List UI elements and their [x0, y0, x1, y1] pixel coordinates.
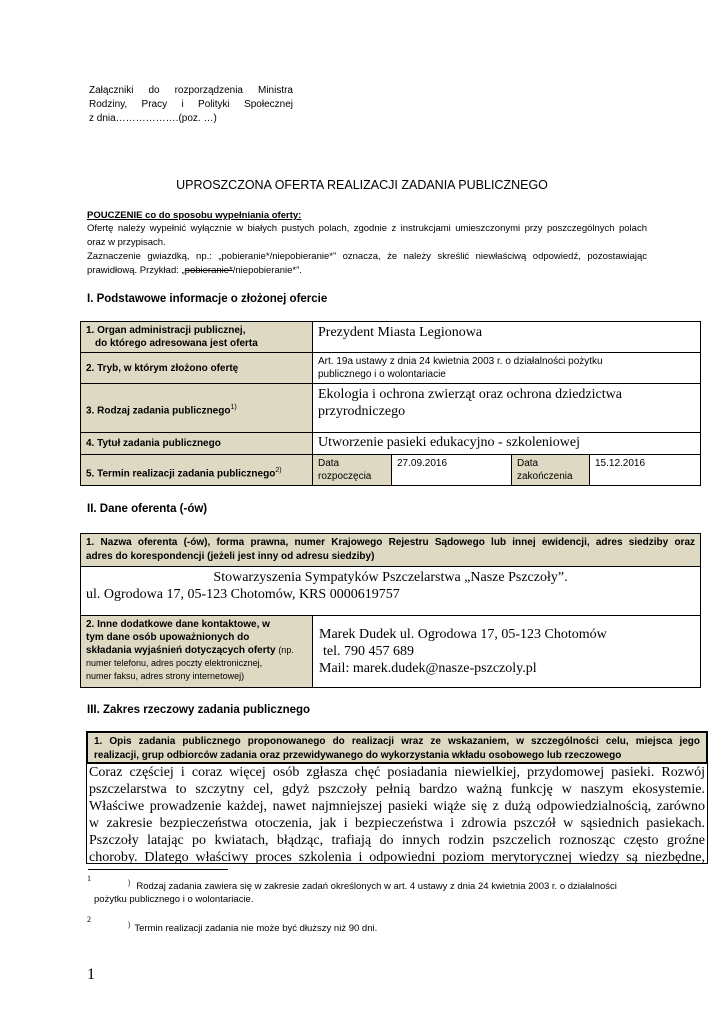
- row-organ-value[interactable]: Prezydent Miasta Legionowa: [313, 322, 700, 353]
- document-title: UPROSZCZONA OFERTA REALIZACJI ZADANIA PUBLICZNEGO: [176, 178, 548, 192]
- row-task-type-value-line2: przyrodniczego: [318, 404, 406, 419]
- regulation-note-line2: Rodziny, Pracy i Polityki Społecznej: [89, 99, 293, 110]
- description-line-2: pszczelarstwa to szczytny cel, gdyż pszczoły pełnią bardzo ważną funkcję w naszym ekosystemie.: [89, 782, 705, 797]
- contact-value-line3: Mail: marek.dudek@nasze-pszczoly.pl: [319, 661, 537, 676]
- start-date-value[interactable]: 27.09.2016: [392, 455, 512, 485]
- contact-label-line2: tym dane osób upoważnionych do: [86, 632, 250, 643]
- contact-label-note1: (np.: [278, 645, 294, 655]
- example-text-a: prawidłową. Przykład: „: [87, 265, 185, 276]
- footnote-ref-1: 1): [230, 404, 237, 411]
- task-description-label: [86, 731, 708, 764]
- footnote-2-text: Termin realizacji zadania nie może być dłuższy niż 90 dni.: [134, 923, 378, 935]
- contact-label-line3: składania wyjaśnień dotyczących oferty: [86, 645, 276, 656]
- row-task-title-value[interactable]: Utworzenie pasieki edukacyjno - szkoleniowej: [313, 433, 700, 455]
- footnote-1: [94, 877, 654, 906]
- regulation-note-line3: z dnia……………….(poz. …): [89, 113, 217, 124]
- footnote-separator: [88, 869, 228, 870]
- row-mode-label: 2. Tryb, w którym złożono ofertę: [81, 353, 313, 384]
- instructions-heading: POUCZENIE co do sposobu wypełniania oferty:: [87, 210, 302, 221]
- offeror-table: [80, 533, 701, 688]
- contact-value[interactable]: [313, 616, 700, 687]
- footnote-2-marker: 2: [87, 915, 91, 924]
- row-task-type-value-line1: Ekologia i ochrona zwierząt oraz ochrona dziedzictwa: [318, 387, 622, 402]
- description-line-4: w zakresie bezpieczeństwa otoczenia, jak i bezpieczeństwa i zdrowia pszczół w sąsiednich pasiekach.: [89, 816, 705, 831]
- offeror-name-value[interactable]: [81, 567, 700, 616]
- row-organ-label: [81, 322, 313, 353]
- offeror-name-label-line1: 1. Nazwa oferenta (-ów), forma prawna, numer Krajowego Rejestru Sądowego lub innej ewidencji, adres siedziby oraz: [86, 537, 695, 548]
- row-organ-label-line1: 1. Organ administracji publicznej,: [86, 325, 246, 336]
- end-date-label-line1: Data: [517, 458, 539, 469]
- row-task-type-label: [81, 384, 313, 433]
- row-task-title-label: 4. Tytuł zadania publicznego: [81, 433, 313, 455]
- task-description-label-line2: realizacji, grup odbiorców zadania oraz przewidywanego do wykorzystania wkładu osobowego lub rzeczowego: [94, 750, 622, 761]
- offeror-name-label-line2: adres do korespondencji (jeżeli jest inny od adresu siedziby): [86, 551, 375, 562]
- footnote-1-marker: 1: [87, 874, 91, 883]
- description-line-5: Pszczoły latając po kwiatach, błądząc, trafiają do innych rodzin pszczelich roznosząc często groźne: [89, 833, 705, 848]
- description-line-1: Coraz częściej i coraz więcej osób zgłasza chęć posiadania niewielkiej, przydomowej pasieki. Rozwój: [89, 765, 705, 780]
- end-date-label-line2: zakończenia: [517, 471, 573, 482]
- contact-label-note2: numer telefonu, adres poczty elektronicznej,: [86, 658, 263, 668]
- row-term-label-text: 5. Termin realizacji zadania publicznego: [86, 468, 276, 480]
- instructions-line4: [87, 264, 302, 277]
- example-text-b: /niepobieranie*”.: [232, 265, 302, 276]
- contact-value-line2: tel. 790 457 689: [323, 644, 414, 659]
- start-date-label-line2: rozpoczęcia: [318, 471, 372, 482]
- instructions-line1: Ofertę należy wypełnić wyłącznie w białych pustych polach, zgodnie z instrukcjami umieszczonymi przy poszczególnych polach: [87, 223, 647, 234]
- row-task-type-label-text: 3. Rodzaj zadania publicznego: [86, 405, 231, 417]
- offeror-name-label: [81, 534, 700, 567]
- section-1-heading: I. Podstawowe informacje o złożonej ofercie: [87, 293, 328, 305]
- section-2-heading: II. Dane oferenta (-ów): [87, 503, 208, 515]
- start-date-label-line1: Data: [318, 458, 340, 469]
- instructions-line3: Zaznaczenie gwiazdką, np.: „pobieranie*/niepobieranie*” oznacza, że należy skreślić niewłaściwą odpowiedź, pozostawiając: [87, 251, 647, 262]
- basic-info-table: [80, 321, 701, 486]
- row-task-type-value[interactable]: [313, 384, 700, 433]
- contact-label-note3: numer faksu, adres strony internetowej): [86, 671, 245, 681]
- instructions-line2: oraz w przypisach.: [87, 237, 166, 248]
- offeror-name-value-line2: ul. Ogrodowa 17, 05-123 Chotomów, KRS 0000619757: [86, 587, 400, 602]
- example-struck-text: pobieranie*: [184, 265, 233, 276]
- contact-value-line1: Marek Dudek ul. Ogrodowa 17, 05-123 Chotomów: [319, 627, 607, 642]
- row-term-label: [81, 455, 313, 485]
- footnote-ref-2: 2): [275, 467, 282, 474]
- contact-label: [81, 616, 313, 687]
- regulation-note-line1: Załączniki do rozporządzenia Ministra: [89, 85, 293, 96]
- offeror-name-value-line1: Stowarzyszenia Sympatyków Pszczelarstwa „Nasze Pszczoły”.: [213, 570, 568, 585]
- footnote-1-line1: Rodzaj zadania zawiera się w zakresie zadań określonych w art. 4 ustawy z dnia 24 kwietnia 2003 r. o działalności: [136, 881, 617, 893]
- description-line-3: Właściwe prowadzenie każdej, nawet najmniejszej pasieki wiąże się z dużą odpowiedzialnością, zarówno: [89, 799, 705, 814]
- footnote-1-sup: ): [128, 880, 131, 887]
- start-date-label: [313, 455, 392, 485]
- footnote-1-line2: pożytku publicznego i o wolontariacie.: [94, 894, 254, 906]
- contact-label-line1: 2. Inne dodatkowe dane kontaktowe, w: [86, 619, 270, 630]
- description-line-6: choroby. Dlatego właściwy proces szkolenia i odpowiedni poziom merytorycznej wiedzy są niezbędne,: [89, 850, 705, 865]
- row-mode-value-line1: Art. 19a ustawy z dnia 24 kwietnia 2003 r. o działalności pożytku: [318, 356, 603, 367]
- row-mode-value[interactable]: [313, 353, 700, 384]
- footnote-2-sup: ): [128, 922, 131, 929]
- footnote-2: [94, 919, 654, 935]
- end-date-label: [512, 455, 590, 485]
- task-description-body[interactable]: [86, 764, 708, 864]
- section-3-heading: III. Zakres rzeczowy zadania publicznego: [87, 704, 311, 716]
- row-organ-label-line2: do którego adresowana jest oferta: [95, 338, 258, 349]
- task-description-label-line1: 1. Opis zadania publicznego proponowanego do realizacji wraz ze wskazaniem, w szczególności celu, miejsca jego: [94, 736, 700, 747]
- row-mode-value-line2: publicznego i o wolontariacie: [318, 369, 446, 380]
- end-date-value[interactable]: 15.12.2016: [595, 458, 646, 469]
- page-number: 1: [87, 966, 95, 983]
